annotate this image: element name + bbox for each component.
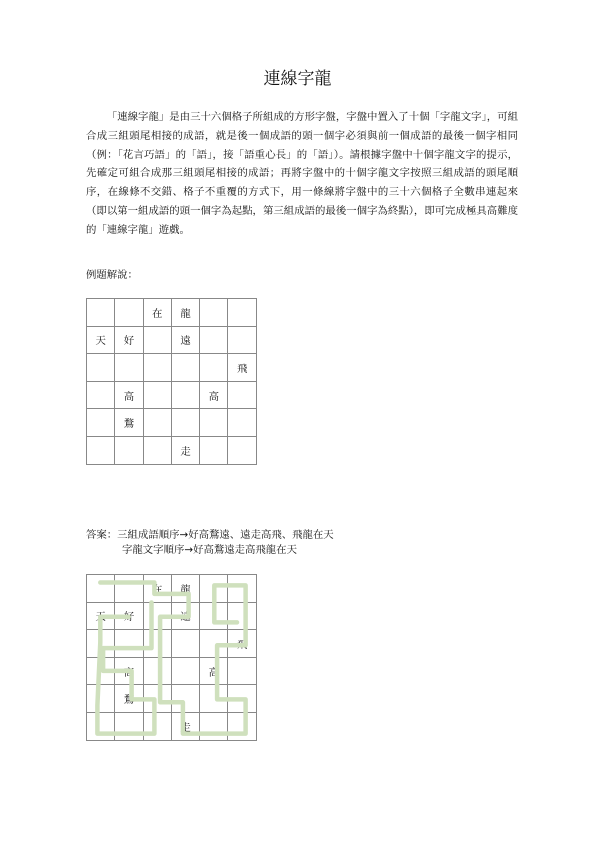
grid-cell	[87, 381, 115, 409]
grid-row	[87, 575, 257, 603]
grid-cell	[143, 381, 171, 409]
grid-cell	[171, 657, 199, 685]
grid-row	[87, 630, 257, 658]
grid-cell: 高	[115, 381, 143, 409]
grid-cell	[228, 409, 256, 437]
grid-cell: 遠	[171, 602, 199, 630]
grid-cell: 天	[87, 326, 115, 354]
grid-cell	[171, 685, 199, 713]
grid-cell	[115, 436, 143, 464]
grid-row	[87, 299, 257, 327]
grid-cell: 飛	[228, 354, 256, 382]
grid-cell	[171, 630, 199, 658]
grid-cell	[228, 326, 256, 354]
grid-cell	[200, 354, 228, 382]
intro-paragraph: 「連線字龍」是由三十六個格子所組成的方形字盤，字盤中置入了十個「字龍文字」，可組合成三組頭尾相接的成語，就是後一個成語的頭一個字必須與前一個成語的最後一個字相同（例：「花言巧語」的「語」，接「語重心長」的「語」）。請根據字盤中十個字龍文字的提示，先確定可組合成那三組頭尾相接的成語；再將字盤中的十個字龍文字按照三組成語的頭尾順序，在線條不交錯、格子不重覆的方式下，用一條線將字盤中的三十六個格子全數串連起來（即以第一組成語的頭一個字為起點，第三組成語的最後一個字為終點），即可完成極具高難度的「連線字龍」遊戲。	[86, 111, 518, 236]
grid-cell	[200, 630, 228, 658]
grid-cell	[115, 712, 143, 740]
grid-cell: 在	[143, 575, 171, 603]
grid-cell: 天	[87, 602, 115, 630]
grid-cell	[228, 575, 256, 603]
example-grid	[86, 298, 257, 465]
grid-cell	[228, 381, 256, 409]
grid-row	[87, 685, 257, 713]
grid-cell	[87, 657, 115, 685]
grid-cell	[87, 436, 115, 464]
grid-cell	[171, 354, 199, 382]
grid-cell: 好	[115, 326, 143, 354]
grid-cell: 龍	[171, 299, 199, 327]
example-label: 例題解說：	[86, 269, 138, 281]
grid-row	[87, 657, 257, 685]
grid-cell: 高	[200, 657, 228, 685]
grid-cell	[200, 602, 228, 630]
grid-cell: 飛	[228, 630, 256, 658]
grid-row	[87, 381, 257, 409]
grid-row	[87, 354, 257, 382]
grid-cell	[200, 685, 228, 713]
grid-cell	[143, 409, 171, 437]
grid-cell	[200, 575, 228, 603]
grid-cell	[143, 712, 171, 740]
grid-row	[87, 436, 257, 464]
grid-row	[87, 409, 257, 437]
answer-line-2: 字龍文字順序→好高鶩遠走高飛龍在天	[122, 544, 297, 556]
page-title: 連線字龍	[263, 69, 332, 89]
grid-cell	[143, 354, 171, 382]
grid-cell	[143, 657, 171, 685]
grid-cell	[143, 685, 171, 713]
grid-cell	[200, 436, 228, 464]
grid-cell: 鶩	[115, 409, 143, 437]
grid-cell	[171, 381, 199, 409]
grid-cell: 鶩	[115, 685, 143, 713]
grid-cell	[115, 299, 143, 327]
grid-cell	[87, 685, 115, 713]
grid-row	[87, 602, 257, 630]
grid-cell	[87, 409, 115, 437]
grid-cell	[87, 299, 115, 327]
grid-cell	[200, 409, 228, 437]
grid-cell	[115, 630, 143, 658]
grid-cell: 好	[115, 602, 143, 630]
grid-row	[87, 326, 257, 354]
grid-cell: 遠	[171, 326, 199, 354]
grid-cell	[115, 575, 143, 603]
grid-cell	[87, 575, 115, 603]
grid-cell	[200, 299, 228, 327]
grid-cell	[228, 299, 256, 327]
grid-cell	[143, 602, 171, 630]
grid-cell: 高	[115, 657, 143, 685]
grid-cell	[87, 712, 115, 740]
grid-cell	[228, 436, 256, 464]
grid-cell	[200, 326, 228, 354]
answer-grid	[86, 574, 257, 741]
grid-cell	[143, 436, 171, 464]
grid-cell	[228, 657, 256, 685]
grid-cell: 龍	[171, 575, 199, 603]
grid-cell	[200, 712, 228, 740]
grid-cell	[143, 630, 171, 658]
grid-cell	[87, 630, 115, 658]
grid-cell	[87, 354, 115, 382]
answer-block	[86, 528, 334, 558]
grid-cell: 在	[143, 299, 171, 327]
grid-row	[87, 712, 257, 740]
grid-cell	[228, 712, 256, 740]
grid-cell	[143, 326, 171, 354]
grid-cell	[115, 354, 143, 382]
grid-cell	[228, 602, 256, 630]
grid-cell	[228, 685, 256, 713]
grid-cell: 高	[200, 381, 228, 409]
grid-cell: 走	[171, 712, 199, 740]
grid-cell	[171, 409, 199, 437]
answer-line-1: 答案：三組成語順序→好高鶩遠、遠走高飛、飛龍在天	[86, 529, 334, 541]
grid-cell: 走	[171, 436, 199, 464]
